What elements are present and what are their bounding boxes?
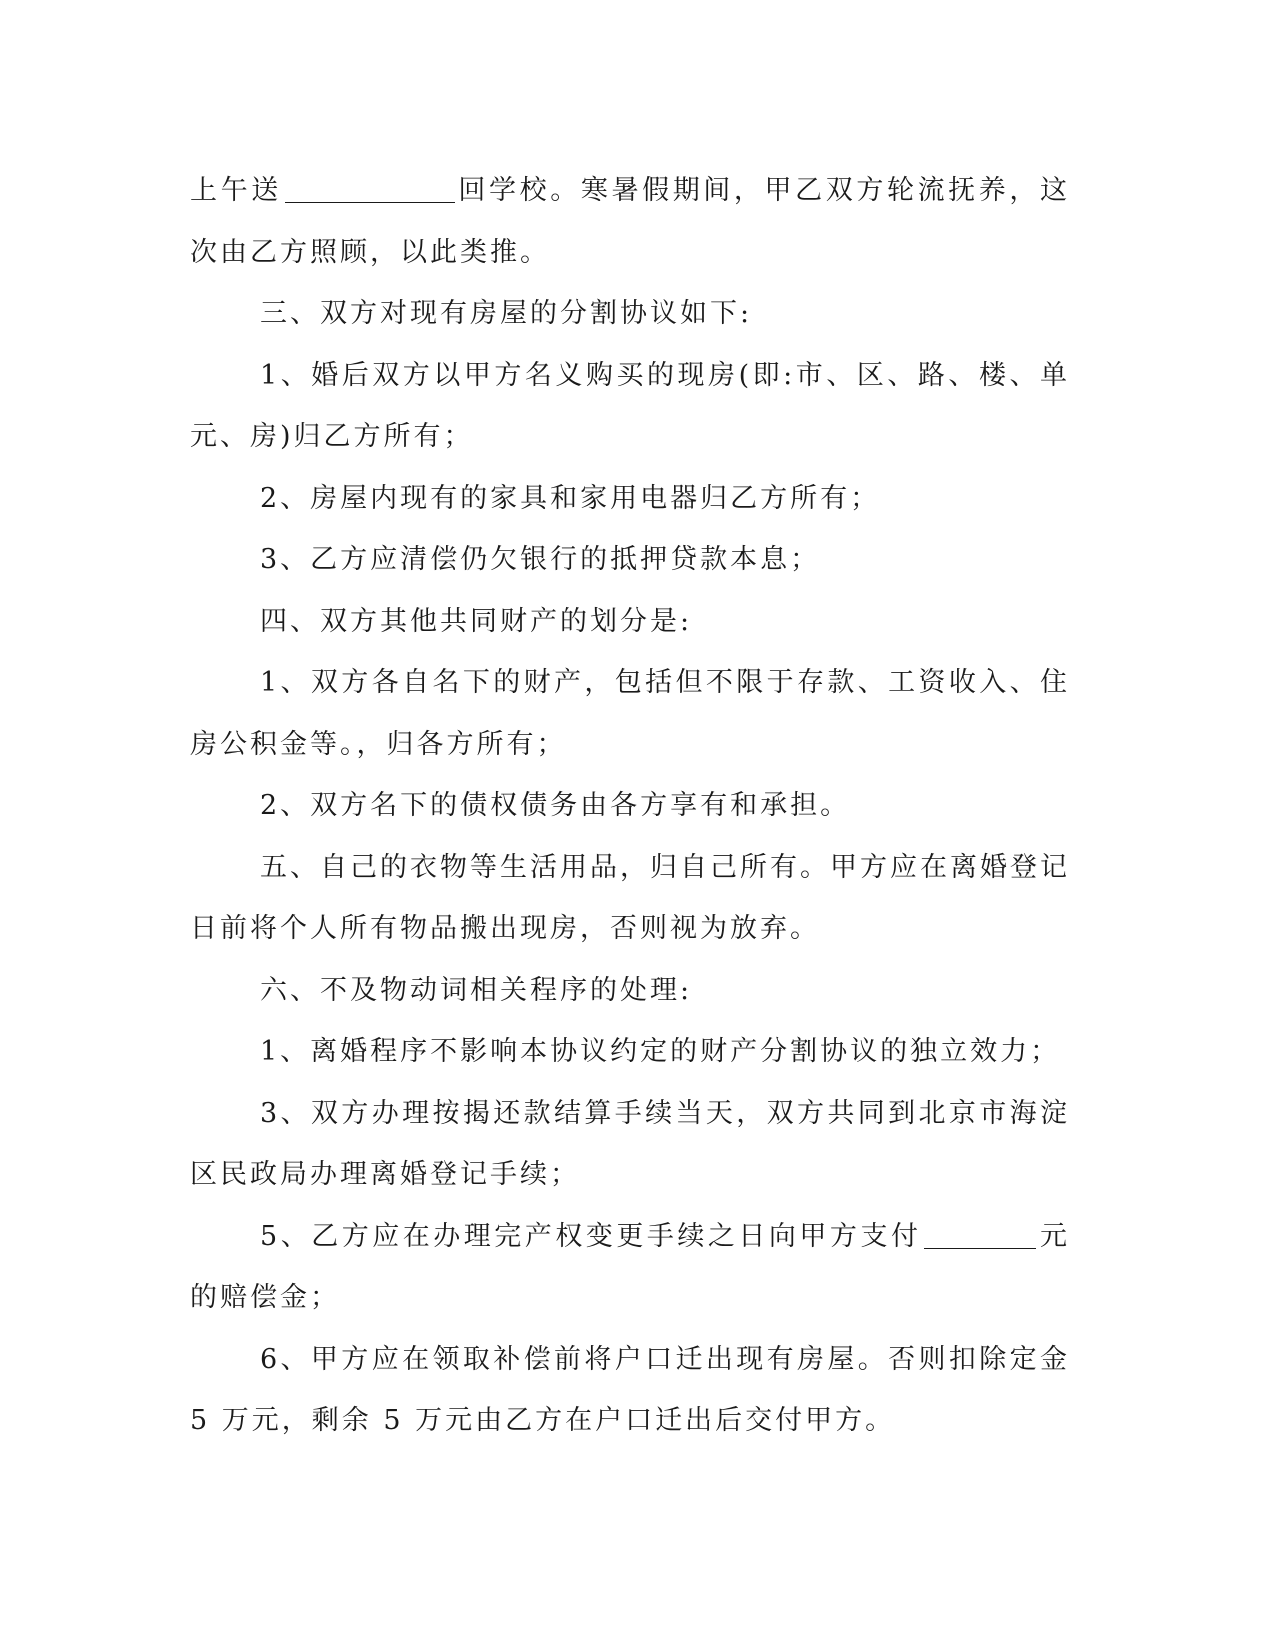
section-heading-house-division: 三、双方对现有房屋的分割协议如下: (260, 298, 753, 329)
section-personal-belongings: 五、自己的衣物等生活用品，归自己所有。甲方应在离婚登记日前将个人所有物品搬出现房，否则视为放弃。 (190, 851, 1070, 944)
clause-compensation-payment (190, 1206, 1070, 1329)
document-body (190, 160, 1070, 1452)
clause-house-ownership: 1、婚后双方以甲方名义购买的现房(即:市、区、路、楼、单元、房)归乙方所有； (190, 359, 1070, 452)
clause-divorce-registration: 3、双方办理按揭还款结算手续当天，双方共同到北京市海淀区民政局办理离婚登记手续； (190, 1097, 1070, 1190)
paragraph-text: 回学校。寒暑假期间，甲乙双方轮流抚养，这次由乙方照顾，以此类推。 (190, 175, 1071, 268)
clause-independent-effect: 1、离婚程序不影响本协议约定的财产分割协议的独立效力； (260, 1036, 1061, 1067)
section-heading-procedures: 六、不及物动词相关程序的处理: (260, 974, 693, 1006)
fill-in-blank-line[interactable] (285, 170, 455, 203)
clause-personal-assets: 1、双方各自名下的财产，包括但不限于存款、工资收入、住房公积金等。，归各方所有； (190, 667, 1070, 760)
paragraph-text: 元的赔偿金； (190, 1220, 1070, 1313)
clause-mortgage-repayment: 3、乙方应清偿仍欠银行的抵押贷款本息； (260, 544, 821, 575)
paragraph-custody-schedule (190, 160, 1070, 283)
clause-furniture-appliances: 2、房屋内现有的家具和家用电器归乙方所有； (260, 482, 881, 514)
fill-in-blank-line[interactable] (924, 1216, 1036, 1249)
clause-debts-claims: 2、双方名下的债权债务由各方享有和承担。 (260, 790, 851, 821)
section-heading-other-property: 四、双方其他共同财产的划分是: (260, 605, 693, 637)
clause-household-registration: 6、甲方应在领取补偿前将户口迁出现有房屋。否则扣除定金 5 万元，剩余 5 万元由乙方在户口迁出后交付甲方。 (190, 1343, 1070, 1436)
paragraph-text: 上午送 (190, 175, 282, 206)
paragraph-text: 5、乙方应在办理完产权变更手续之日向甲方支付 (260, 1220, 922, 1252)
